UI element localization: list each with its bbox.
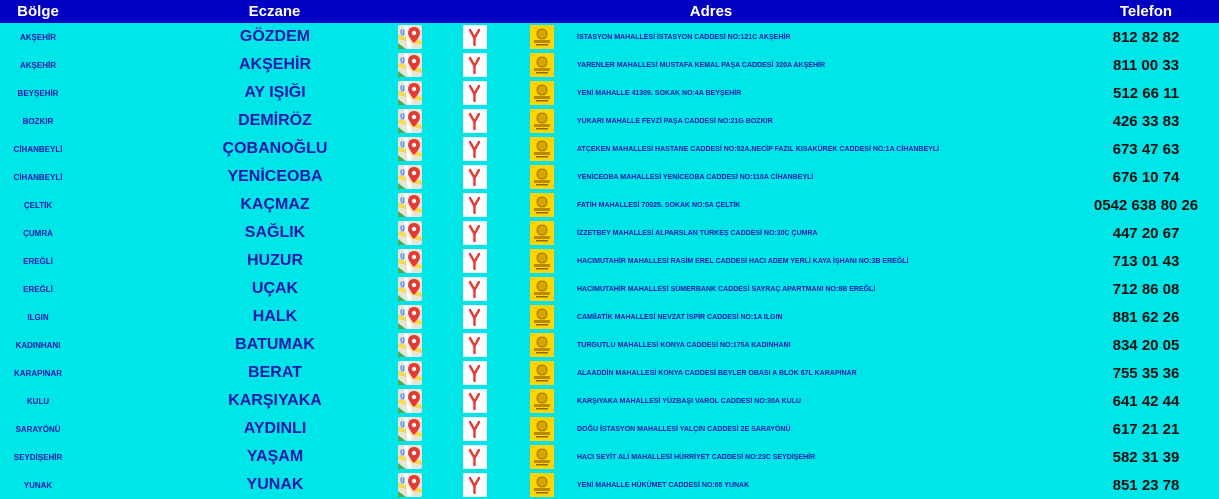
table-row: [0, 331, 1219, 359]
pharmacy-logo-icon[interactable]: [530, 81, 554, 105]
row-eczane: KAÇMAZ: [240, 196, 310, 213]
row-telefon[interactable]: 641 42 44: [1112, 392, 1180, 410]
row-adres: CAMİİATİK MAHALLESİ NEVZAT İSPİR CADDESİ NO:1A ILGIN: [577, 313, 783, 321]
table-row: [0, 247, 1219, 275]
row-bolge: SEYDİŞEHİR: [13, 452, 63, 462]
row-eczane: DEMİRÖZ: [238, 112, 312, 129]
row-bolge: EREĞLİ: [23, 284, 53, 294]
pharmacy-logo-icon[interactable]: [530, 333, 554, 357]
row-eczane: BERAT: [248, 364, 302, 381]
yandex-icon[interactable]: [463, 109, 487, 133]
google-maps-icon[interactable]: [398, 473, 422, 497]
pharmacy-logo-icon[interactable]: [530, 109, 554, 133]
row-eczane: YAŞAM: [246, 448, 304, 465]
svg-text:g: g: [400, 363, 405, 372]
row-telefon[interactable]: 881 62 26: [1112, 308, 1180, 326]
row-adres: HACI SEYİT ALİ MAHALLESİ HÜRRİYET CADDESİ NO:23C SEYDİŞEHİR: [577, 453, 816, 461]
row-telefon[interactable]: 426 33 83: [1112, 112, 1180, 130]
google-maps-icon[interactable]: [398, 389, 422, 413]
google-maps-icon[interactable]: [398, 221, 422, 245]
google-maps-icon[interactable]: [398, 137, 422, 161]
svg-text:g: g: [400, 83, 405, 92]
google-maps-icon[interactable]: [398, 165, 422, 189]
row-adres: YENİ MAHALLE 41309. SOKAK NO:4A BEYŞEHİR: [577, 89, 742, 97]
svg-text:g: g: [400, 111, 405, 120]
yandex-icon[interactable]: [463, 137, 487, 161]
row-bolge: BOZKIR: [22, 116, 54, 126]
row-adres: YARENLER MAHALLESİ MUSTAFA KEMAL PAŞA CADDESİ 320A AKŞEHİR: [577, 61, 826, 69]
svg-text:g: g: [400, 139, 405, 148]
row-telefon[interactable]: 812 82 82: [1112, 28, 1180, 46]
google-maps-icon[interactable]: [398, 333, 422, 357]
svg-text:g: g: [400, 279, 405, 288]
row-bolge: EREĞLİ: [23, 256, 53, 266]
header-telefon: Telefon: [1119, 3, 1173, 20]
row-adres: ALAADDİN MAHALLESİ KONYA CADDESİ BEYLER OBASI A BLOK 67L KARAPINAR: [577, 369, 857, 377]
pharmacy-logo-icon[interactable]: [530, 221, 554, 245]
row-bolge: ILGIN: [27, 312, 49, 322]
table-row: [0, 135, 1219, 163]
row-bolge: CİHANBEYLİ: [13, 144, 63, 154]
svg-text:g: g: [400, 223, 405, 232]
table-row: [0, 443, 1219, 471]
table-row: [0, 79, 1219, 107]
row-eczane: AYDINLI: [243, 420, 307, 437]
yandex-icon[interactable]: [463, 277, 487, 301]
row-bolge: KADINHANI: [15, 340, 61, 350]
row-adres: YENİ MAHALLE HÜKÜMET CADDESİ NO:65 YUNAK: [577, 481, 750, 489]
yandex-icon[interactable]: [463, 417, 487, 441]
row-telefon[interactable]: 713 01 43: [1112, 252, 1180, 270]
table-row: [0, 163, 1219, 191]
row-bolge: BEYŞEHİR: [17, 88, 59, 98]
pharmacy-logo-icon[interactable]: [530, 137, 554, 161]
row-adres: İZZETBEY MAHALLESİ ALPARSLAN TÜRKEŞ CADDESİ NO:30C ÇUMRA: [577, 229, 818, 237]
row-eczane: HALK: [252, 308, 298, 325]
table-row: [0, 191, 1219, 219]
google-maps-icon[interactable]: [398, 417, 422, 441]
google-maps-icon[interactable]: [398, 445, 422, 469]
row-bolge: ÇUMRA: [23, 228, 53, 238]
yandex-icon[interactable]: [463, 193, 487, 217]
row-eczane: SAĞLIK: [244, 224, 306, 241]
table-row: [0, 415, 1219, 443]
pharmacy-logo-icon[interactable]: [530, 193, 554, 217]
svg-text:g: g: [400, 447, 405, 456]
row-telefon[interactable]: 512 66 11: [1113, 84, 1179, 102]
row-bolge: KARAPINAR: [14, 368, 62, 378]
google-maps-icon[interactable]: [398, 249, 422, 273]
table-header: [0, 0, 1219, 23]
yandex-icon[interactable]: [463, 361, 487, 385]
google-maps-icon[interactable]: [398, 277, 422, 301]
pharmacy-logo-icon[interactable]: [530, 165, 554, 189]
row-telefon[interactable]: 673 47 63: [1112, 140, 1180, 158]
yandex-icon[interactable]: [463, 165, 487, 189]
pharmacy-logo-icon[interactable]: [530, 389, 554, 413]
row-adres: YENİCEOBA MAHALLESİ YENİCEOBA CADDESİ NO:110A CİHANBEYLİ: [577, 173, 814, 181]
row-bolge: YUNAK: [23, 480, 53, 490]
yandex-icon[interactable]: [463, 25, 487, 49]
pharmacy-logo-icon[interactable]: [530, 249, 554, 273]
yandex-icon[interactable]: [463, 81, 487, 105]
row-telefon[interactable]: 0542 638 80 26: [1093, 196, 1199, 214]
svg-text:g: g: [400, 167, 405, 176]
row-bolge: AKŞEHİR: [19, 32, 56, 42]
row-adres: KARŞIYAKA MAHALLESİ YÜZBAŞI VAROL CADDESİ NO:30A KULU: [577, 397, 802, 405]
row-telefon[interactable]: 755 35 36: [1112, 364, 1180, 382]
pharmacy-logo-icon[interactable]: [530, 473, 554, 497]
row-eczane: AY IŞIĞI: [244, 84, 306, 101]
pharmacy-logo-icon[interactable]: [530, 25, 554, 49]
row-adres: İSTASYON MAHALLESİ İSTASYON CADDESİ NO:121C AKŞEHİR: [577, 33, 791, 41]
row-eczane: ÇOBANOĞLU: [222, 140, 328, 157]
svg-text:g: g: [400, 195, 405, 204]
svg-text:g: g: [400, 475, 405, 484]
yandex-icon[interactable]: [463, 221, 487, 245]
google-maps-icon[interactable]: [398, 193, 422, 217]
row-adres: TURGUTLU MAHALLESİ KONYA CADDESİ NO:175A KADINHANI: [577, 341, 791, 349]
svg-text:g: g: [400, 391, 405, 400]
row-telefon[interactable]: 582 31 39: [1112, 448, 1180, 466]
row-bolge: CİHANBEYLİ: [13, 172, 63, 182]
header-adres: Adres: [689, 3, 733, 20]
table-body: [0, 23, 1219, 499]
table-row: [0, 219, 1219, 247]
table-row: [0, 275, 1219, 303]
row-adres: HACIMUTAHİR MAHALLESİ RASİM EREL CADDESİ HACI ADEM YERLİ KAYA İŞHANI NO:3B EREĞLİ: [577, 257, 909, 265]
google-maps-icon[interactable]: [398, 109, 422, 133]
row-adres: HACIMUTAHİR MAHALLESİ SÜMERBANK CADDESİ SAYRAÇ APARTMANI NO:8B EREĞLİ: [577, 285, 876, 293]
pharmacy-logo-icon[interactable]: [530, 417, 554, 441]
header-bolge: Bölge: [17, 3, 59, 20]
google-maps-icon[interactable]: [398, 25, 422, 49]
table-row: [0, 23, 1219, 51]
yandex-icon[interactable]: [463, 389, 487, 413]
google-maps-icon[interactable]: [398, 305, 422, 329]
row-telefon[interactable]: 811 00 33: [1113, 56, 1179, 74]
row-telefon[interactable]: 447 20 67: [1112, 224, 1180, 242]
svg-text:g: g: [400, 419, 405, 428]
svg-text:g: g: [400, 27, 405, 36]
pharmacy-logo-icon[interactable]: [530, 277, 554, 301]
row-telefon[interactable]: 851 23 78: [1112, 476, 1180, 494]
yandex-icon[interactable]: [463, 53, 487, 77]
row-eczane: UÇAK: [251, 280, 299, 297]
svg-text:g: g: [400, 251, 405, 260]
row-telefon[interactable]: 712 86 08: [1112, 280, 1180, 298]
header-eczane: Eczane: [248, 3, 301, 20]
svg-text:g: g: [400, 307, 405, 316]
table-row: [0, 303, 1219, 331]
table-row: [0, 359, 1219, 387]
yandex-icon[interactable]: [463, 445, 487, 469]
row-telefon[interactable]: 676 10 74: [1112, 168, 1180, 186]
yandex-icon[interactable]: [463, 305, 487, 329]
table-row: [0, 51, 1219, 79]
svg-text:g: g: [400, 55, 405, 64]
pharmacy-logo-icon[interactable]: [530, 305, 554, 329]
row-adres: DOĞU İSTASYON MAHALLESİ YALÇIN CADDESİ 2E SARAYÖNÜ: [577, 425, 791, 433]
pharmacy-logo-icon[interactable]: [530, 445, 554, 469]
row-eczane: YUNAK: [246, 476, 304, 493]
google-maps-icon[interactable]: [398, 361, 422, 385]
row-bolge: SARAYÖNÜ: [15, 424, 61, 434]
pharmacy-logo-icon[interactable]: [530, 361, 554, 385]
row-adres: YUKARI MAHALLE FEVZİ PAŞA CADDESİ NO:21G BOZKIR: [577, 117, 773, 125]
pharmacy-logo-icon[interactable]: [530, 53, 554, 77]
table-row: [0, 387, 1219, 415]
row-bolge: ÇELTİK: [23, 200, 53, 210]
row-adres: FATİH MAHALLESİ 70025. SOKAK NO:5A ÇELTİK: [577, 201, 741, 209]
row-bolge: AKŞEHİR: [19, 60, 56, 70]
row-eczane: GÖZDEM: [239, 28, 311, 45]
yandex-icon[interactable]: [463, 249, 487, 273]
google-maps-icon[interactable]: [398, 53, 422, 77]
yandex-icon[interactable]: [463, 333, 487, 357]
row-telefon[interactable]: 617 21 21: [1112, 420, 1180, 438]
row-adres: ATÇEKEN MAHALLESİ HASTANE CADDESİ NO:52A,NECİP FAZIL KISAKÜREK CADDESİ NO:1A CİHANBEYLİ: [577, 145, 940, 153]
yandex-icon[interactable]: [463, 473, 487, 497]
svg-text:g: g: [400, 335, 405, 344]
row-eczane: KARŞIYAKA: [228, 392, 322, 409]
row-eczane: BATUMAK: [235, 336, 315, 353]
row-eczane: HUZUR: [247, 252, 303, 269]
row-telefon[interactable]: 834 20 05: [1112, 336, 1180, 354]
row-eczane: YENİCEOBA: [227, 168, 323, 185]
table-row: [0, 107, 1219, 135]
row-eczane: AKŞEHİR: [238, 56, 311, 73]
row-bolge: KULU: [26, 396, 50, 406]
google-maps-icon[interactable]: [398, 81, 422, 105]
